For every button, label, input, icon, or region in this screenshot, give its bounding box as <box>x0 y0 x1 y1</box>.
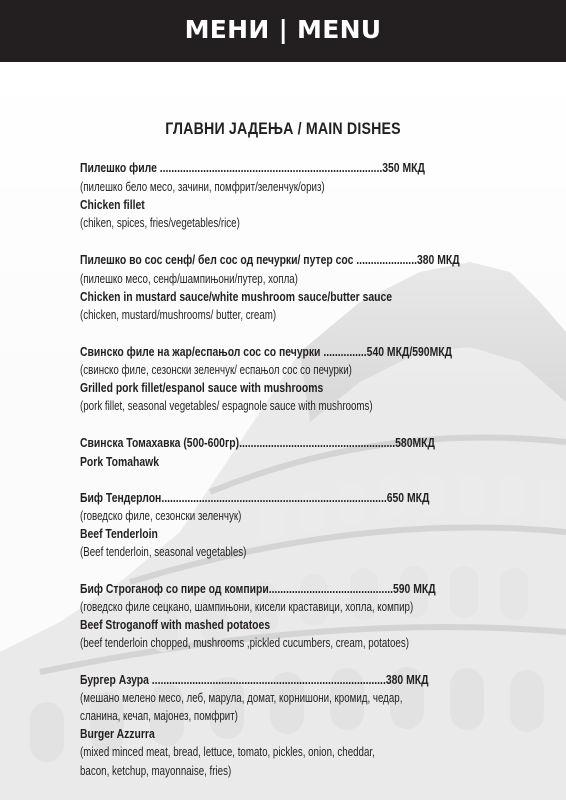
dish-description-mk: (говедско филе, сезонски зеленчук) <box>80 509 242 523</box>
menu-header-bar <box>0 0 566 62</box>
dish-description-en: (Beef tenderloin, seasonal vegetables) <box>80 545 247 559</box>
dish-name-en: Burger Azzurra <box>80 726 155 741</box>
dish-name-price: Пилешко филе .............................................................................350 МКД <box>80 160 425 175</box>
dish-description-mk: (свинско филе, сезонски зеленчук/ еспањол сос со печурки) <box>80 363 352 377</box>
section-title: ГЛАВНИ ЈАДЕЊА / MAIN DISHES <box>165 120 401 138</box>
dish-name-en: Grilled pork fillet/espanol sauce with mushrooms <box>80 380 324 395</box>
dish-description-mk: (пилешко месо, сенф/шампињони/путер, хопла) <box>80 272 298 286</box>
dish-name-price: Пилешко во сос сенф/ бел сос од печурки/ путер сос .....................380 МКД <box>80 252 460 267</box>
dish-name-en: Chicken in mustard sauce/white mushroom sauce/butter sauce <box>80 289 393 304</box>
dish-name-en: Beef Tenderloin <box>80 526 158 541</box>
dish-description-en: (beef tenderloin chopped, mushrooms ,pickled cucumbers, cream, potatoes) <box>80 636 409 650</box>
dish-description-mk: (говедско филе сецкано, шампињони, кисели краставици, хопла, компир) <box>80 600 414 614</box>
dish-description-mk: (пилешко бело месо, зачини, помфрит/зеленчук/ориз) <box>80 180 325 194</box>
dish-description-en: bacon, ketchup, mayonnaise, fries) <box>80 764 232 778</box>
dish-name-en: Beef Stroganoff with mashed potatoes <box>80 617 271 632</box>
dish-description-en: (chicken, mustard/mushrooms/ butter, cream) <box>80 308 277 322</box>
dish-name-en: Pork Tomahawk <box>80 454 159 469</box>
dish-name-price: Бургер Азура .................................................................................380 МКД <box>80 672 429 687</box>
menu-header-title: МЕНИ | MENU <box>184 14 382 44</box>
dish-description-en: (pork fillet, seasonal vegetables/ espagnole sauce with mushrooms) <box>80 399 373 413</box>
dish-description-mk: сланина, кечап, мајонез, помфрит) <box>80 709 238 723</box>
dish-name-price: Биф Строганоф со пире од компири...........................................590 МКД <box>80 581 436 596</box>
dish-description-en: (chiken, spices, fries/vegetables/rice) <box>80 216 240 230</box>
dish-description-en: (mixed minced meat, bread, lettuce, tomato, pickles, onion, cheddar, <box>80 745 375 759</box>
dish-name-price: Биф Тендерлон..............................................................................650 МКД <box>80 490 430 505</box>
dish-name-price: Свинска Томахавка (500-600гр)......................................................580МКД <box>80 435 435 450</box>
dish-name-price: Свинско филе на жар/еспањол сос со печурки ...............540 МКД/590МКД <box>80 344 452 359</box>
dish-description-mk: (мешано мелено месо, леб, марула, домат, корнишони, кромид, чедар, <box>80 691 403 705</box>
dish-name-en: Chicken fillet <box>80 197 145 212</box>
